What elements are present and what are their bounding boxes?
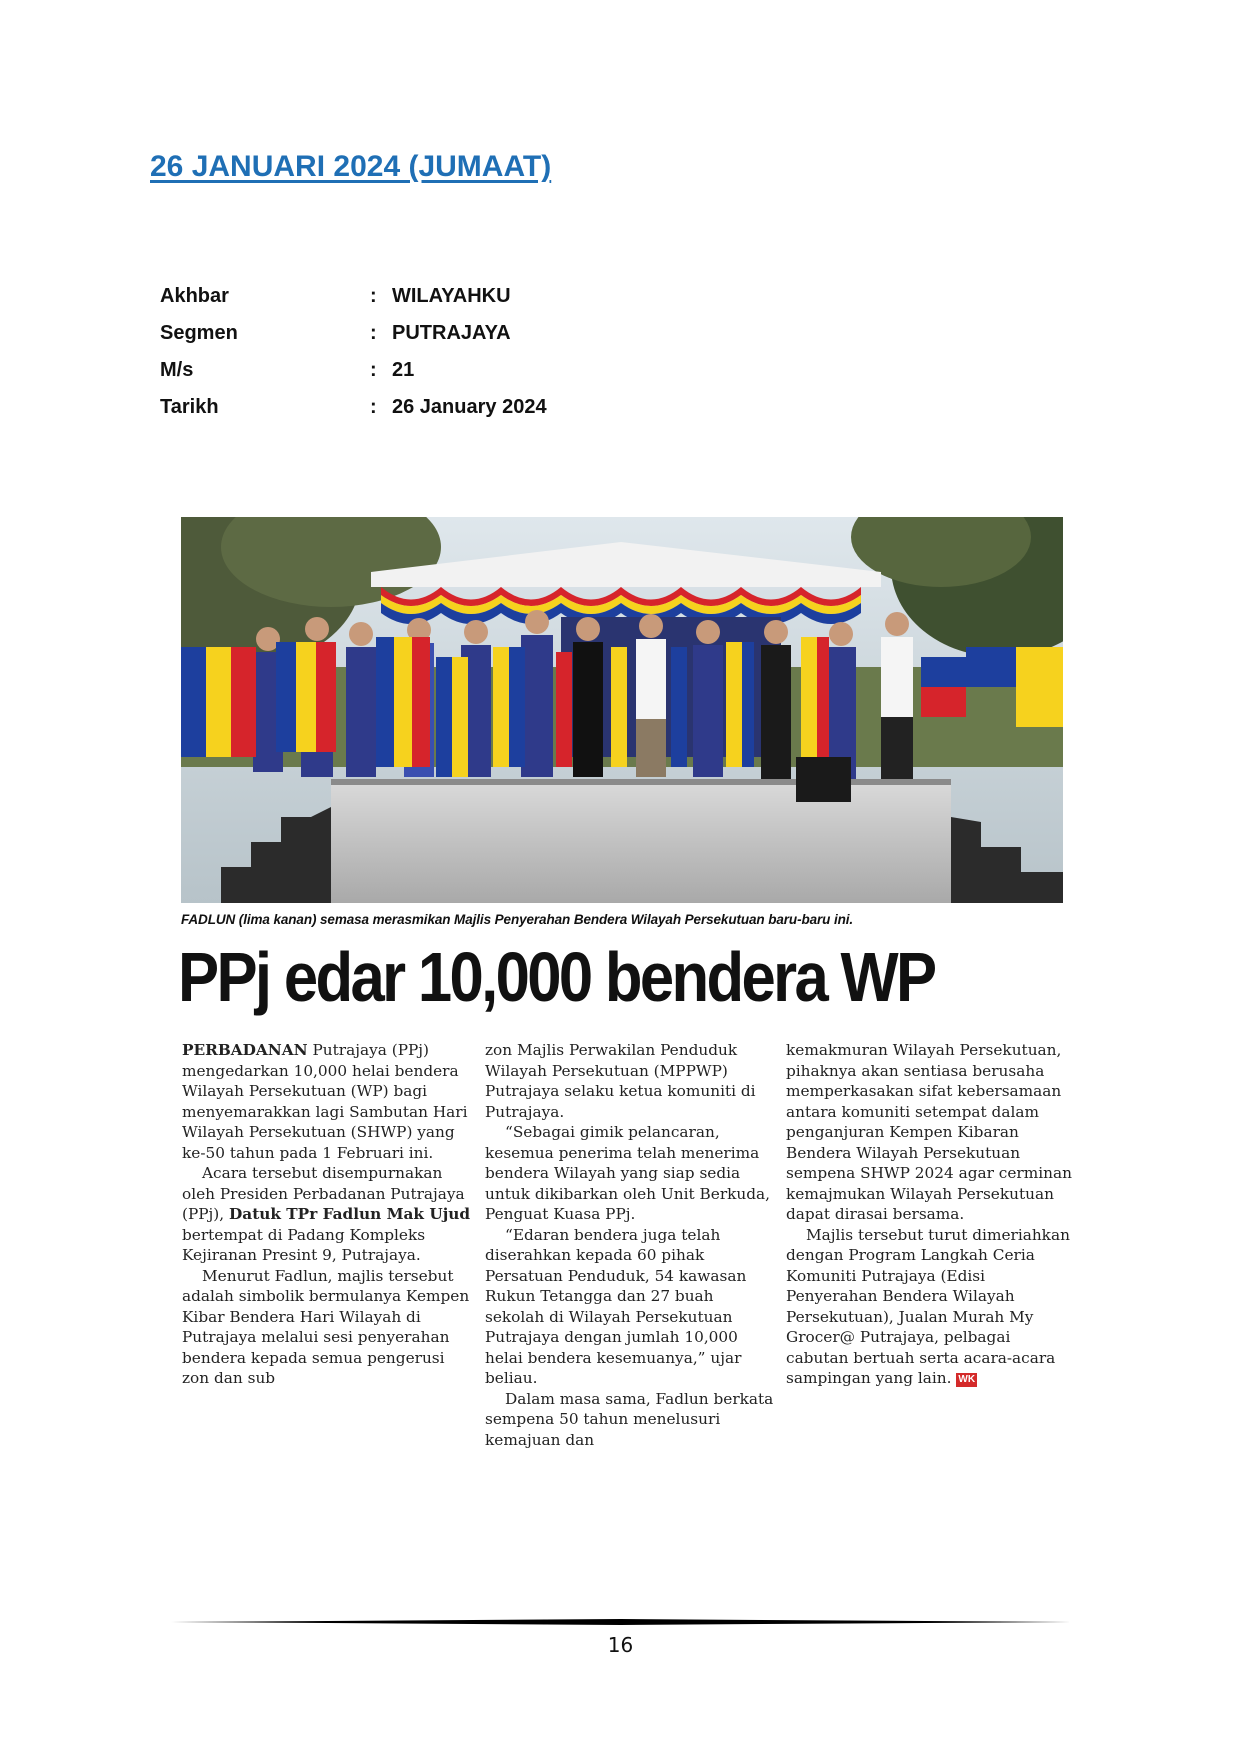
paragraph: “Sebagai gimik pelancaran, kesemua penerima telah menerima bendera Wilayah yang siap sedia untuk dikibarkan oleh Unit Berkuda, Penguat Kuasa PPj. (485, 1123, 771, 1223)
meta-row-akhbar (160, 278, 547, 315)
meta-colon: : (370, 396, 377, 418)
meta-value: 21 (392, 359, 415, 381)
meta-row-ms (160, 352, 547, 389)
meta-colon: : (370, 359, 377, 381)
meta-row-tarikh (160, 389, 547, 426)
date-heading: 26 JANUARI 2024 (JUMAAT) (150, 150, 552, 183)
paragraph (182, 1163, 472, 1266)
meta-value: WILAYAHKU (392, 285, 511, 307)
paragraph (182, 1040, 472, 1163)
paragraph: “Edaran bendera juga telah diserahkan kepada 60 pihak Persatuan Penduduk, 54 kawasan Rukun Tetangga dan 27 buah sekolah di Wilayah Persekutuan Putrajaya dengan jumlah 10,000 helai bendera kesemuanya,” ujar beliau. (485, 1225, 747, 1387)
meta-value: PUTRAJAYA (392, 322, 511, 344)
meta-row-segmen (160, 315, 547, 352)
paragraph-text: Acara tersebut disempurnakan oleh Presiden Perbadanan Putrajaya (PPj), (182, 1164, 465, 1223)
paragraph-text: Putrajaya (PPj) mengedarkan 10,000 helai bendera Wilayah Persekutuan (WP) bagi menyemarakkan lagi Sambutan Hari Wilayah Persekutuan (SHWP) yang ke-50 tahun pada 1 Februari ini. (182, 1041, 468, 1162)
article-metadata (160, 278, 547, 426)
article-headline: PPj edar 10,000 bendera WP (178, 938, 935, 1016)
meta-value: 26 January 2024 (392, 396, 547, 418)
paragraph: Dalam masa sama, Fadlun berkata sempena 50 tahun menelusuri kemajuan dan (485, 1389, 774, 1449)
paragraph: zon Majlis Perwakilan Penduduk Wilayah Persekutuan (MPPWP) Putrajaya selaku ketua komuniti di Putrajaya. (485, 1041, 756, 1121)
meta-label: Akhbar (160, 285, 229, 307)
paragraph-text: bertempat di Padang Kompleks Kejiranan Presint 9, Putrajaya. (182, 1225, 426, 1264)
paragraph-text: Majlis tersebut turut dimeriahkan dengan Program Langkah Ceria Komuniti Putrajaya (Edisi Penyerahan Bendera Wilayah Persekutuan), Jualan Murah My Grocer@ Putrajaya, pelbagai cabutan bertuah serta acara-acara sampingan yang lain. (786, 1225, 1070, 1387)
article-column-1 (182, 1040, 472, 1389)
article-photo (181, 517, 1063, 903)
meta-label: M/s (160, 359, 194, 381)
meta-label: Segmen (160, 322, 238, 344)
article-column-3 (786, 1040, 1076, 1389)
paragraph: Menurut Fadlun, majlis tersebut adalah simbolik bermulanya Kempen Kibar Bendera Hari Wilayah di Putrajaya melalui sesi penyerahan bendera kepada semua pengerusi zon dan sub (182, 1266, 470, 1387)
end-badge: WK (958, 1374, 976, 1385)
meta-colon: : (370, 322, 377, 344)
page-number: 16 (607, 1633, 634, 1657)
person-name: Datuk TPr Fadlun Mak Ujud (229, 1205, 471, 1223)
meta-colon: : (370, 285, 377, 307)
paragraph (786, 1225, 1076, 1389)
lead-word: PERBADANAN (182, 1041, 308, 1059)
paragraph: kemakmuran Wilayah Persekutuan, pihaknya akan sentiasa berusaha memperkasakan sifat kebersamaan antara komuniti setempat dalam penganjuran Kempen Kibaran Bendera Wilayah Persekutuan sempena SHWP 2024 agar cerminan kemajmukan Wilayah Persekutuan dapat dirasai bersama. (786, 1041, 1072, 1223)
footer-rule (171, 1619, 1071, 1625)
article-column-2 (485, 1040, 775, 1450)
photo-caption: FADLUN (lima kanan) semasa merasmikan Majlis Penyerahan Bendera Wilayah Persekutuan baru-baru ini. (181, 912, 854, 927)
meta-label: Tarikh (160, 396, 219, 418)
